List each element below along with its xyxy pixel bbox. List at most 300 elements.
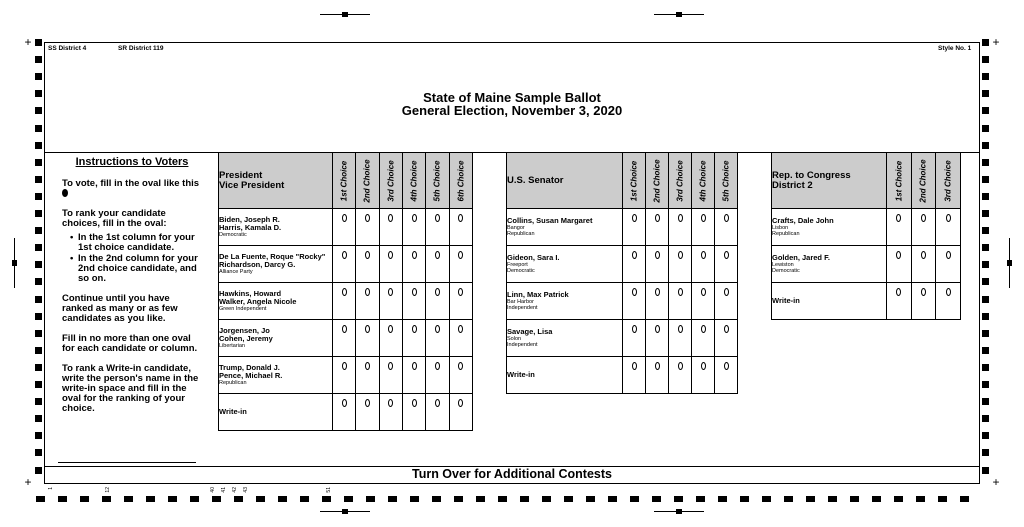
oval-cell	[379, 283, 402, 320]
timing-mark	[35, 398, 42, 405]
oval-cell	[402, 209, 425, 246]
vote-oval[interactable]	[342, 251, 347, 259]
candidate-row	[219, 246, 473, 283]
timing-mark	[432, 496, 441, 502]
vote-oval[interactable]	[458, 399, 463, 407]
oval-cell	[402, 357, 425, 394]
instructions-rank: To rank your candidate choices, fill in the oval:	[62, 208, 167, 229]
timing-mark	[982, 125, 989, 132]
oval-cell	[715, 246, 738, 283]
candidate-name: Hawkins, Howard Walker, Angela Nicole	[219, 289, 297, 306]
vote-oval[interactable]	[342, 214, 347, 222]
timing-mark	[850, 496, 859, 502]
timing-mark	[520, 496, 529, 502]
oval-cell	[623, 357, 646, 394]
candidate-row	[219, 320, 473, 357]
timing-mark	[35, 39, 42, 46]
vote-oval[interactable]	[412, 399, 417, 407]
timing-mark	[762, 496, 771, 502]
office-title: U.S. Senator	[507, 153, 623, 209]
registration-mark	[342, 12, 348, 17]
timing-mark	[982, 244, 989, 251]
oval-cell	[356, 283, 379, 320]
vote-oval[interactable]	[921, 251, 926, 259]
vote-oval[interactable]	[388, 214, 393, 222]
oval-cell	[692, 283, 715, 320]
oval-cell	[623, 320, 646, 357]
vote-oval[interactable]	[458, 325, 463, 333]
vote-oval[interactable]	[342, 288, 347, 296]
timing-mark	[35, 278, 42, 285]
timing-mark	[366, 496, 375, 502]
vote-oval[interactable]	[388, 362, 393, 370]
vote-oval[interactable]	[458, 251, 463, 259]
oval-cell	[449, 394, 472, 431]
timing-number: 40	[210, 487, 216, 493]
timing-mark	[146, 496, 155, 502]
candidate-row	[772, 246, 961, 283]
vote-oval[interactable]	[435, 214, 440, 222]
vote-oval[interactable]	[388, 325, 393, 333]
candidate-row	[507, 357, 738, 394]
candidate-affiliation: Democratic	[219, 232, 247, 238]
oval-cell	[911, 246, 936, 283]
timing-mark	[168, 496, 177, 502]
choice-label: 2nd Choice	[362, 158, 372, 203]
oval-cell	[426, 394, 449, 431]
vote-oval[interactable]	[632, 288, 637, 296]
candidate-row	[219, 357, 473, 394]
timing-mark	[234, 496, 243, 502]
candidate-name: Golden, Jared F.	[772, 253, 830, 262]
timing-mark	[410, 496, 419, 502]
choice-label: 2nd Choice	[918, 158, 928, 203]
timing-mark	[80, 496, 89, 502]
candidate-row	[219, 283, 473, 320]
timing-mark	[322, 496, 331, 502]
candidate-name: Savage, Lisa	[507, 327, 553, 336]
choice-column-header	[646, 153, 669, 209]
timing-mark	[630, 496, 639, 502]
timing-mark	[982, 296, 989, 303]
vote-oval[interactable]	[701, 288, 706, 296]
timing-mark	[35, 347, 42, 354]
timing-mark	[696, 496, 705, 502]
timing-mark	[982, 90, 989, 97]
oval-cell	[936, 209, 961, 246]
oval-cell	[356, 357, 379, 394]
vote-oval[interactable]	[921, 288, 926, 296]
registration-mark	[342, 509, 348, 514]
choice-column-header	[379, 153, 402, 209]
vote-oval[interactable]	[365, 325, 370, 333]
oval-cell	[333, 320, 356, 357]
instructions-text: To vote, fill in the oval like this	[62, 178, 200, 189]
timing-mark	[586, 496, 595, 502]
choice-column-header	[356, 153, 379, 209]
oval-cell	[692, 246, 715, 283]
timing-mark	[35, 176, 42, 183]
choice-column-header	[692, 153, 715, 209]
choice-label: 1st Choice	[894, 160, 904, 201]
candidate-row	[507, 209, 738, 246]
vote-oval[interactable]	[678, 251, 683, 259]
vote-oval[interactable]	[724, 214, 729, 222]
timing-mark	[982, 467, 989, 474]
oval-cell	[402, 283, 425, 320]
candidate-affiliation: Lewiston Democratic	[772, 262, 800, 274]
choice-label: 3rd Choice	[943, 159, 953, 202]
vote-oval[interactable]	[678, 288, 683, 296]
oval-cell	[333, 357, 356, 394]
oval-cell	[715, 209, 738, 246]
timing-number: 1	[48, 487, 54, 490]
choice-label: 6th Choice	[456, 160, 466, 201]
timing-mark	[212, 496, 221, 502]
timing-mark	[982, 330, 989, 337]
oval-cell	[356, 246, 379, 283]
vote-oval[interactable]	[655, 251, 660, 259]
vote-oval[interactable]	[724, 325, 729, 333]
ballot-subtitle: General Election, November 3, 2020	[401, 103, 623, 118]
oval-cell	[356, 209, 379, 246]
vote-oval[interactable]	[632, 325, 637, 333]
candidate-cell	[219, 246, 333, 283]
vote-oval[interactable]	[342, 325, 347, 333]
timing-mark	[982, 107, 989, 114]
write-in-label: Write-in	[219, 407, 247, 416]
instructions-list	[70, 233, 202, 284]
vote-oval[interactable]	[655, 214, 660, 222]
oval-cell	[379, 209, 402, 246]
timing-mark	[278, 496, 287, 502]
vote-oval[interactable]	[724, 288, 729, 296]
vote-oval[interactable]	[701, 251, 706, 259]
oval-cell	[692, 357, 715, 394]
vote-oval[interactable]	[365, 214, 370, 222]
oval-cell	[669, 209, 692, 246]
vote-oval[interactable]	[435, 288, 440, 296]
candidate-cell	[507, 283, 623, 320]
oval-cell	[936, 283, 961, 320]
contest-president	[218, 152, 473, 431]
candidate-name: Trump, Donald J. Pence, Michael R.	[219, 363, 283, 380]
choice-column-header	[715, 153, 738, 209]
oval-cell	[449, 209, 472, 246]
timing-mark	[344, 496, 353, 502]
crosshair-icon: +	[24, 35, 32, 49]
candidate-affiliation: Bar Harbor Independent	[507, 299, 538, 311]
timing-mark	[35, 313, 42, 320]
candidate-cell	[507, 357, 623, 394]
timing-mark	[498, 496, 507, 502]
oval-cell	[623, 283, 646, 320]
timing-mark	[828, 496, 837, 502]
vote-oval[interactable]	[921, 214, 926, 222]
oval-cell	[426, 283, 449, 320]
oval-cell	[356, 394, 379, 431]
vote-oval[interactable]	[678, 325, 683, 333]
instructions-fill-oval	[62, 179, 202, 199]
oval-cell	[333, 283, 356, 320]
vote-oval[interactable]	[946, 251, 951, 259]
candidate-affiliation: Solon Independent	[507, 336, 538, 348]
oval-cell	[426, 357, 449, 394]
timing-mark	[652, 496, 661, 502]
choice-column-header	[936, 153, 961, 209]
instructions-bullet: • In the 2nd column for your 2nd choice candidate, and so on.	[70, 254, 202, 284]
oval-cell	[646, 357, 669, 394]
registration-mark	[676, 12, 682, 17]
oval-cell	[449, 283, 472, 320]
instructions-heading: Instructions to Voters	[75, 156, 189, 168]
oval-cell	[333, 394, 356, 431]
timing-mark	[982, 159, 989, 166]
vote-oval[interactable]	[701, 362, 706, 370]
timing-mark	[982, 347, 989, 354]
timing-mark	[35, 415, 42, 422]
oval-cell	[669, 320, 692, 357]
candidate-affiliation: Freeport Democratic	[507, 262, 535, 274]
timing-mark	[674, 496, 683, 502]
vote-oval[interactable]	[701, 325, 706, 333]
candidate-cell	[772, 246, 887, 283]
registration-mark	[12, 260, 17, 266]
vote-oval[interactable]	[365, 362, 370, 370]
timing-mark	[894, 496, 903, 502]
timing-mark	[982, 449, 989, 456]
choice-label: 1st Choice	[339, 160, 349, 201]
candidate-affiliation: Bangor Republican	[507, 225, 535, 237]
candidate-row	[772, 209, 961, 246]
oval-cell	[379, 246, 402, 283]
choice-column-header	[333, 153, 356, 209]
choice-column-header	[426, 153, 449, 209]
timing-mark	[542, 496, 551, 502]
filled-oval-icon	[62, 189, 68, 197]
timing-mark	[916, 496, 925, 502]
sr-district: SR District 119	[118, 45, 164, 52]
vote-oval[interactable]	[632, 362, 637, 370]
timing-mark	[35, 56, 42, 63]
choice-column-header	[887, 153, 912, 209]
timing-number: 43	[243, 487, 249, 493]
timing-mark	[35, 381, 42, 388]
timing-mark	[35, 142, 42, 149]
vote-oval[interactable]	[458, 288, 463, 296]
instructions-write-in: To rank a Write-in candidate, write the person's name in the write-in space and fill in the oval for the ranking of your choice.	[62, 363, 199, 414]
vote-oval[interactable]	[655, 362, 660, 370]
oval-cell	[715, 357, 738, 394]
timing-mark	[982, 313, 989, 320]
timing-mark	[35, 125, 42, 132]
oval-cell	[669, 246, 692, 283]
vote-oval[interactable]	[678, 214, 683, 222]
candidate-affiliation: Republican	[219, 380, 247, 386]
oval-cell	[356, 320, 379, 357]
timing-mark	[35, 210, 42, 217]
timing-mark	[872, 496, 881, 502]
candidate-cell	[772, 209, 887, 246]
timing-mark	[564, 496, 573, 502]
vote-oval[interactable]	[412, 325, 417, 333]
timing-mark	[982, 398, 989, 405]
vote-oval[interactable]	[896, 251, 901, 259]
oval-cell	[449, 357, 472, 394]
oval-cell	[715, 320, 738, 357]
timing-mark	[982, 278, 989, 285]
timing-mark	[982, 364, 989, 371]
vote-oval[interactable]	[632, 214, 637, 222]
candidate-cell	[219, 209, 333, 246]
oval-cell	[402, 394, 425, 431]
vote-oval[interactable]	[412, 214, 417, 222]
timing-mark	[982, 142, 989, 149]
vote-oval[interactable]	[342, 399, 347, 407]
vote-oval[interactable]	[365, 399, 370, 407]
ballot-title: State of Maine Sample Ballot	[423, 90, 601, 105]
vote-oval[interactable]	[435, 325, 440, 333]
timing-mark	[608, 496, 617, 502]
vote-oval[interactable]	[365, 251, 370, 259]
ss-district: SS District 4	[48, 45, 87, 52]
timing-mark	[784, 496, 793, 502]
oval-cell	[333, 209, 356, 246]
oval-cell	[646, 246, 669, 283]
timing-mark	[982, 39, 989, 46]
timing-mark	[35, 364, 42, 371]
choice-label: 1st Choice	[629, 160, 639, 201]
timing-mark	[982, 415, 989, 422]
vote-oval[interactable]	[388, 399, 393, 407]
oval-cell	[911, 209, 936, 246]
oval-cell	[379, 320, 402, 357]
timing-mark	[300, 496, 309, 502]
candidate-row	[219, 394, 473, 431]
oval-cell	[333, 246, 356, 283]
vote-oval[interactable]	[412, 251, 417, 259]
oval-cell	[887, 246, 912, 283]
oval-cell	[692, 320, 715, 357]
crosshair-icon: +	[992, 475, 1000, 489]
vote-oval[interactable]	[435, 362, 440, 370]
candidate-cell	[507, 246, 623, 283]
oval-cell	[426, 246, 449, 283]
vote-oval[interactable]	[724, 362, 729, 370]
timing-mark	[35, 227, 42, 234]
choice-label: 5th Choice	[721, 160, 731, 201]
candidate-affiliation: Lisbon Republican	[772, 225, 800, 237]
vote-oval[interactable]	[412, 362, 417, 370]
timing-mark	[35, 90, 42, 97]
candidate-row	[507, 246, 738, 283]
vote-oval[interactable]	[632, 251, 637, 259]
candidate-name: Crafts, Dale John	[772, 216, 834, 225]
timing-mark	[718, 496, 727, 502]
vote-oval[interactable]	[724, 251, 729, 259]
oval-cell	[379, 357, 402, 394]
oval-cell	[936, 246, 961, 283]
oval-cell	[692, 209, 715, 246]
timing-mark	[982, 176, 989, 183]
candidate-name: Jorgensen, Jo Cohen, Jeremy	[219, 326, 273, 343]
oval-cell	[449, 320, 472, 357]
oval-cell	[449, 246, 472, 283]
oval-cell	[646, 283, 669, 320]
vote-oval[interactable]	[365, 288, 370, 296]
candidate-row	[772, 283, 961, 320]
choice-label: 4th Choice	[698, 160, 708, 201]
timing-number: 41	[221, 487, 227, 493]
timing-mark	[35, 296, 42, 303]
candidate-cell	[507, 209, 623, 246]
candidate-cell	[772, 283, 887, 320]
crosshair-icon: +	[992, 35, 1000, 49]
oval-cell	[623, 246, 646, 283]
timing-mark	[36, 496, 45, 502]
vote-oval[interactable]	[946, 288, 951, 296]
choice-column-header	[911, 153, 936, 209]
candidate-affiliation: Alliance Party	[219, 269, 253, 275]
vote-oval[interactable]	[458, 362, 463, 370]
vote-oval[interactable]	[435, 399, 440, 407]
vote-oval[interactable]	[896, 288, 901, 296]
timing-mark	[35, 330, 42, 337]
instructions-rule	[58, 462, 196, 463]
vote-oval[interactable]	[388, 251, 393, 259]
timing-mark	[35, 107, 42, 114]
candidate-row	[219, 209, 473, 246]
contest-us-senator	[506, 152, 738, 394]
vote-oval[interactable]	[342, 362, 347, 370]
timing-mark	[35, 432, 42, 439]
oval-cell	[669, 357, 692, 394]
vote-oval[interactable]	[435, 251, 440, 259]
timing-mark	[124, 496, 133, 502]
vote-oval[interactable]	[388, 288, 393, 296]
vote-oval[interactable]	[458, 214, 463, 222]
vote-oval[interactable]	[946, 214, 951, 222]
timing-mark	[35, 159, 42, 166]
vote-oval[interactable]	[412, 288, 417, 296]
write-in-label: Write-in	[772, 296, 800, 305]
timing-number: 12	[105, 487, 111, 493]
vote-oval[interactable]	[678, 362, 683, 370]
candidate-name: Biden, Joseph R. Harris, Kamala D.	[219, 215, 282, 232]
office-title: Rep. to Congress District 2	[772, 153, 887, 209]
vote-oval[interactable]	[655, 288, 660, 296]
oval-cell	[623, 209, 646, 246]
timing-mark	[982, 432, 989, 439]
timing-mark	[35, 244, 42, 251]
choice-label: 2nd Choice	[652, 158, 662, 203]
write-in-label: Write-in	[507, 370, 535, 379]
office-title: President Vice President	[219, 153, 333, 209]
candidate-cell	[219, 394, 333, 431]
vote-oval[interactable]	[701, 214, 706, 222]
choice-column-header	[623, 153, 646, 209]
instructions-limit: Fill in no more than one oval for each candidate or column.	[62, 333, 198, 354]
vote-oval[interactable]	[896, 214, 901, 222]
timing-mark	[982, 261, 989, 268]
choice-column-header	[449, 153, 472, 209]
vote-oval[interactable]	[655, 325, 660, 333]
timing-mark	[102, 496, 111, 502]
registration-mark	[676, 509, 682, 514]
timing-mark	[960, 496, 969, 502]
timing-number: 42	[232, 487, 238, 493]
candidate-name: De La Fuente, Roque "Rocky" Richardson, Darcy G.	[219, 252, 326, 269]
